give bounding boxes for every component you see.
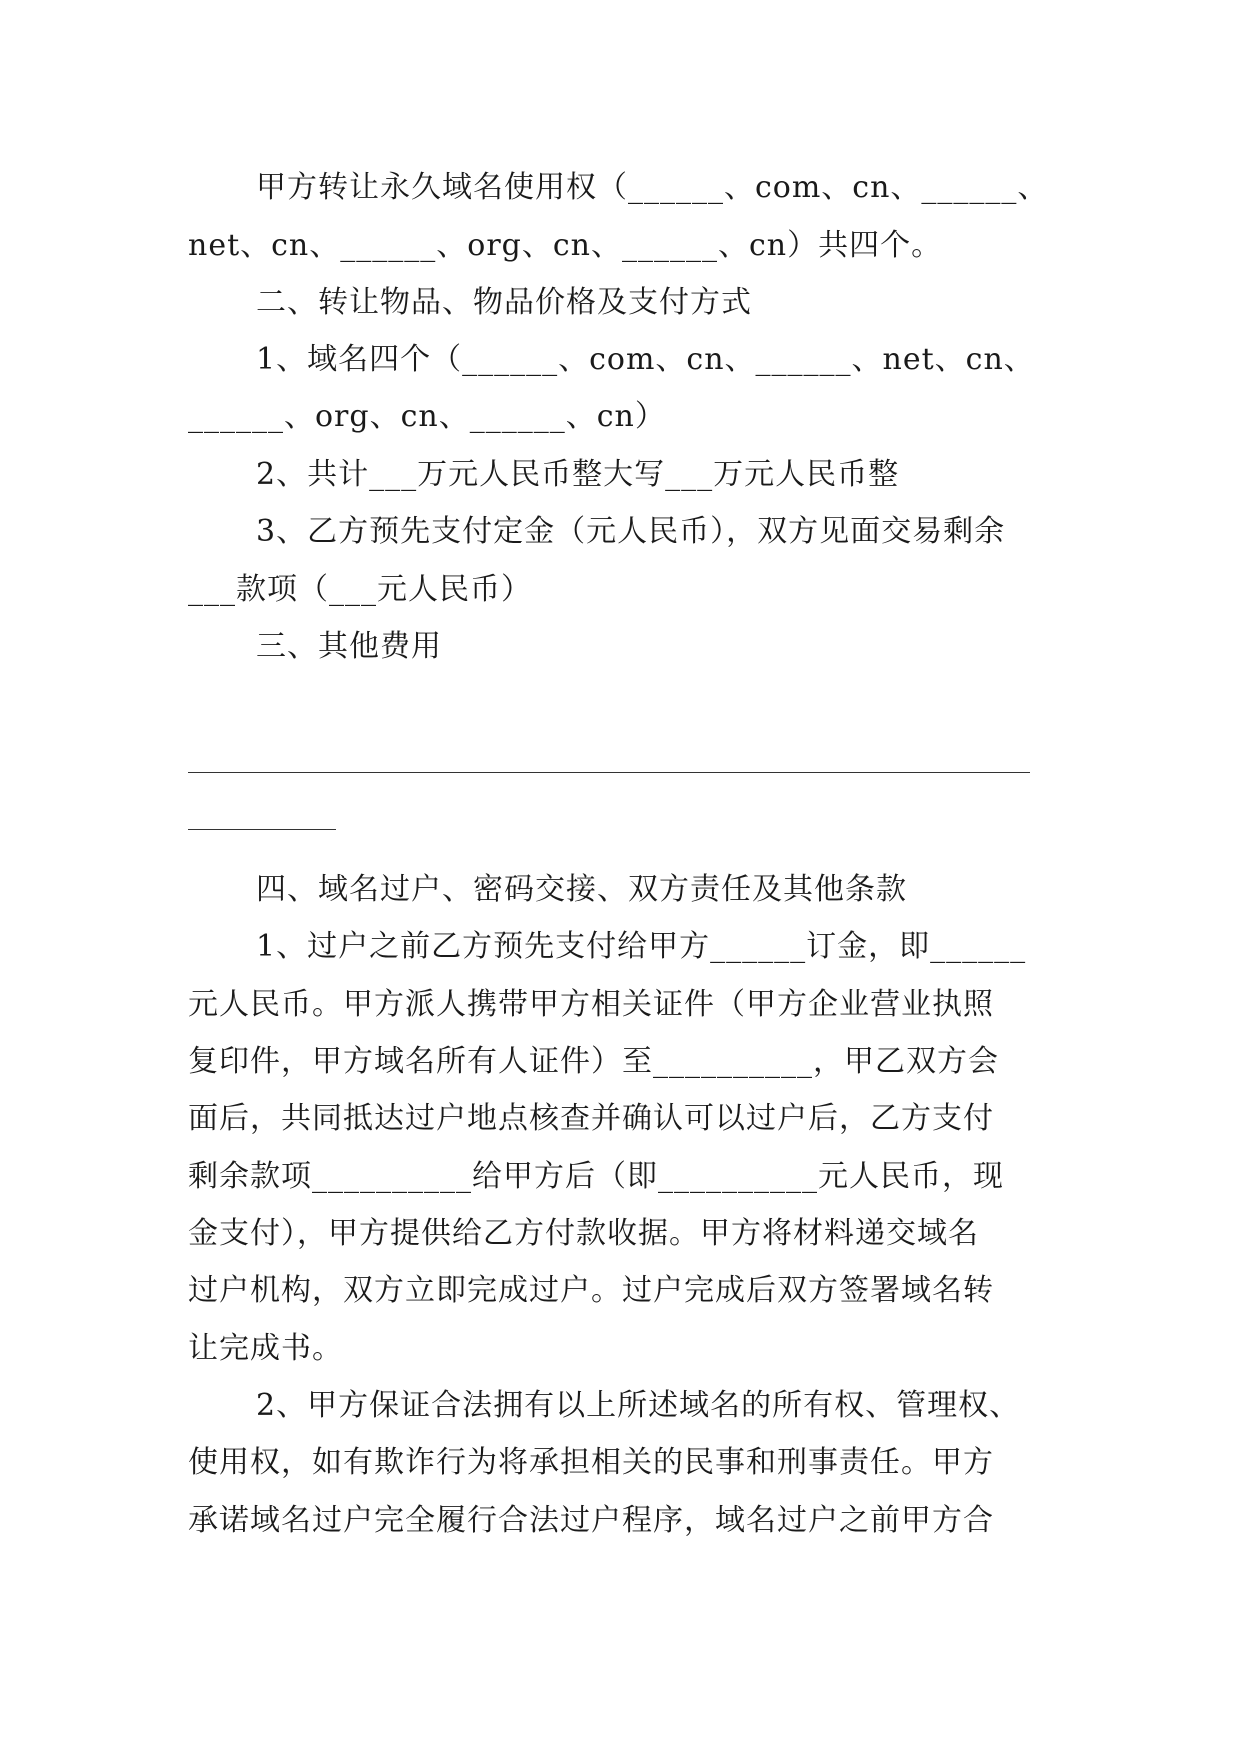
paragraph-line: 使用权，如有欺诈行为将承担相关的民事和刑事责任。甲方 [188, 1445, 994, 1480]
blank-fill-line [188, 772, 1030, 773]
section-heading-3: 三、其他费用 [256, 629, 442, 664]
paragraph-line: 1、过户之前乙方预先支付给甲方______订金，即______ [256, 929, 1027, 964]
paragraph-line: 1、域名四个（______、com、cn、______、net、cn、 [256, 342, 1035, 377]
paragraph-line: 2、甲方保证合法拥有以上所述域名的所有权、管理权、 [256, 1388, 1021, 1423]
paragraph-line: ___款项（___元人民币） [188, 572, 532, 607]
paragraph-line: 金支付），甲方提供给乙方付款收据。甲方将材料递交域名 [188, 1216, 979, 1251]
paragraph-line: 复印件，甲方域名所有人证件）至__________，甲乙双方会 [188, 1044, 999, 1079]
paragraph-line: 剩余款项__________给甲方后（即__________元人民币，现 [188, 1159, 1004, 1194]
paragraph-line: 甲方转让永久域名使用权（______、com、cn、______、 [256, 170, 1049, 205]
paragraph-line: net、cn、______、org、cn、______、cn）共四个。 [188, 228, 943, 263]
section-heading-4: 四、域名过户、密码交接、双方责任及其他条款 [256, 872, 907, 907]
paragraph-line: 承诺域名过户完全履行合法过户程序，域名过户之前甲方合 [188, 1503, 994, 1538]
section-heading-2: 二、转让物品、物品价格及支付方式 [256, 285, 752, 320]
paragraph-line: 让完成书。 [188, 1331, 343, 1366]
paragraph-line: ______、org、cn、______、cn） [188, 399, 666, 434]
blank-fill-line [188, 829, 336, 830]
paragraph-line: 3、乙方预先支付定金（元人民币），双方见面交易剩余 [256, 514, 1006, 549]
paragraph-line: 过户机构，双方立即完成过户。过户完成后双方签署域名转 [188, 1273, 994, 1308]
paragraph-line: 2、共计___万元人民币整大写___万元人民币整 [256, 457, 900, 492]
paragraph-line: 元人民币。甲方派人携带甲方相关证件（甲方企业营业执照 [188, 987, 994, 1022]
paragraph-line: 面后，共同抵达过户地点核查并确认可以过户后，乙方支付 [188, 1101, 994, 1136]
